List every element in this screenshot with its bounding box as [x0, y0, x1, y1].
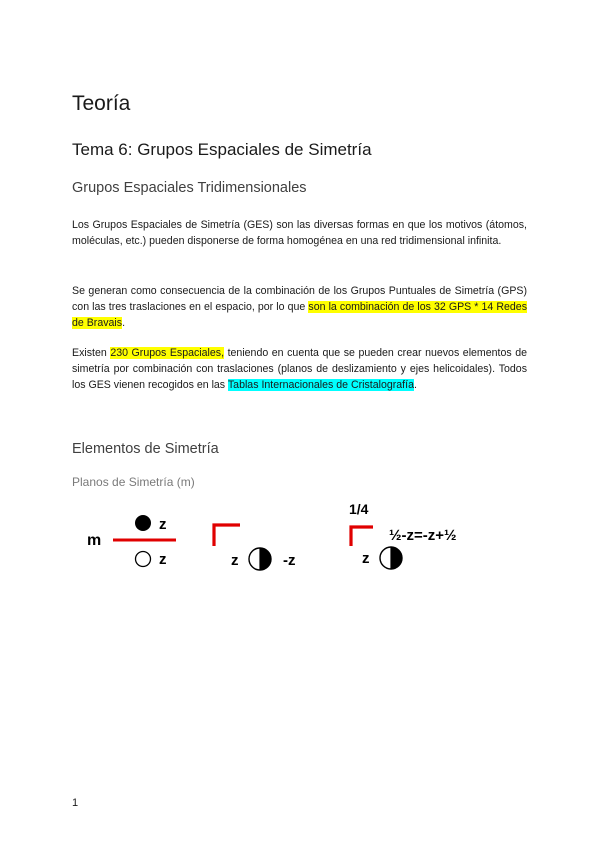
half-filled-circle-right-icon — [380, 547, 402, 569]
z-lower-label: z — [159, 551, 167, 568]
filled-circle-icon — [135, 515, 151, 531]
paragraph-count-prefix: Existen — [72, 347, 111, 359]
mirror-corner-right-icon — [351, 527, 373, 546]
equation-label: ½-z=-z+½ — [389, 527, 457, 544]
paragraph-generation-text: Se generan como consecuencia de la combinación de los Grupos Puntuales de Simetría (GPS) con las tres traslaciones en el espacio, por lo que — [72, 285, 527, 313]
page-number: 1 — [72, 797, 79, 809]
paragraph-definition: Los Grupos Espaciales de Simetría (GES) son las diversas formas en que los motivos (átomos, moléculas, etc.) pueden disponerse de forma homogénea en una red tridimensional infinita. — [72, 219, 527, 247]
z-upper-label: z — [159, 516, 167, 533]
highlight-combination: son la combinación de los 32 GPS * 14 Redes de Bravais — [72, 301, 527, 329]
minus-z-label: -z — [283, 552, 296, 569]
topic-heading: Tema 6: Grupos Espaciales de Simetría — [72, 140, 372, 159]
highlight-230-groups: 230 Grupos Espaciales, — [110, 347, 225, 359]
paragraph-count-end: . — [413, 379, 417, 391]
paragraph-count — [72, 345, 527, 393]
paragraph-count-middle: teniendo en cuenta que se pueden crear nuevos elementos de simetría por combinación con traslaciones (planos de deslizamiento y ejes helicoidales). Todos los GES vienen recogidos en las — [72, 347, 528, 391]
z-right-label: z — [362, 550, 370, 567]
subsection-heading: Elementos de Simetría — [72, 441, 219, 457]
section-heading: Grupos Espaciales Tridimensionales — [72, 180, 307, 196]
z-left-label: z — [231, 552, 239, 569]
mirror-corner-left-icon — [214, 525, 240, 546]
subsubsection-heading: Planos de Simetría (m) — [72, 475, 195, 489]
paragraph-generation — [72, 283, 527, 331]
quarter-label: 1/4 — [349, 501, 369, 517]
highlight-tables: Tablas Internacionales de Cristalografía — [227, 379, 414, 391]
m-label: m — [87, 532, 102, 549]
page-title: Teoría — [72, 92, 131, 115]
mirror-plane-figure — [0, 490, 600, 580]
paragraph-generation-end: . — [122, 317, 126, 329]
half-filled-circle-left-icon — [249, 548, 271, 570]
open-circle-icon — [136, 552, 151, 567]
